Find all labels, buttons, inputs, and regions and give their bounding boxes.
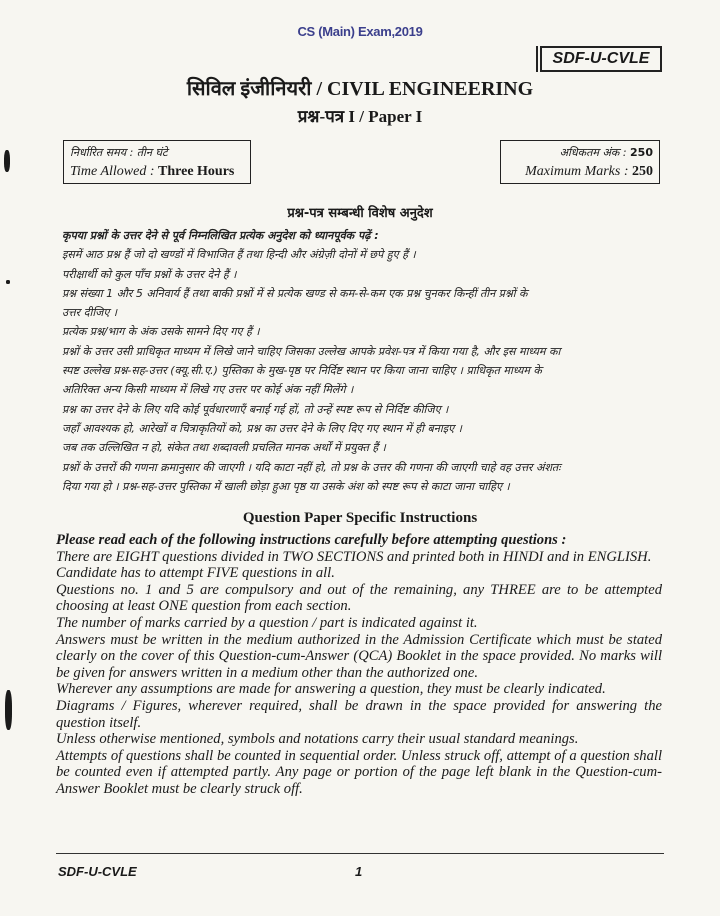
time-english-label: Time Allowed :: [70, 164, 159, 179]
hindi-line: प्रश्न संख्या 1 और 5 अनिवार्य हैं तथा बाकी प्रश्नों में से प्रत्येक खण्ड से कम-से-कम एक प्रश्न चुनकर किन्हीं तीन प्रश्नों के: [62, 286, 528, 300]
hindi-line: प्रश्नों के उत्तरों की गणना क्रमानुसार की जाएगी । यदि काटा नहीं हो, तो प्रश्न के उत्तर की गणना की जाएगी चाहे वह उत्तर अंशतः: [62, 460, 561, 474]
time-english-value: Three Hours: [158, 164, 235, 179]
footer-paper-code: SDF-U-CVLE: [58, 864, 137, 879]
hindi-line: जहाँ आवश्यक हो, आरेखों व चित्राकृतियों को, प्रश्न का उत्तर देने के लिए दिए गए स्थान में ही बनाइए ।: [62, 421, 462, 435]
english-instructions-heading: Question Paper Specific Instructions: [242, 510, 478, 526]
english-paragraph: Candidate has to attempt FIVE questions in all.: [56, 565, 335, 582]
hindi-line: अतिरिक्त अन्य किसी माध्यम में लिखे गए उत्तर पर कोई अंक नहीं मिलेंगे ।: [62, 383, 354, 397]
english-paragraph: Wherever any assumptions are made for answering a question, they must be clearly indicated.: [56, 681, 606, 698]
hindi-line: दिया गया हो । प्रश्न-सह-उत्तर पुस्तिका में खाली छोड़ा हुआ पृष्ठ या उसके अंश को स्पष्ट रूप से काटा जाना चाहिए ।: [62, 479, 510, 493]
english-paragraph: Answers must be written in the medium authorized in the Admission Certificate which must be stated clearly on the cover of this Question-cum-Answer (QCA) Booklet in the space provided. No marks will be given for answers written in a medium other than the authorized one.: [56, 631, 662, 681]
hindi-line: जब तक उल्लिखित न हो, संकेत तथा शब्दावली प्रचलित मानक अर्थों में प्रयुक्त हैं ।: [62, 441, 386, 455]
english-paragraph: Attempts of questions shall be counted in sequential order. Unless struck off, attempt of a question shall be counted even if attempted partly. Any page or portion of the page left blank in the Question-cum-Answer Booklet must be clearly struck off.: [56, 747, 662, 797]
page-title: सिविल इंजीनियरी / CIVIL ENGINEERING: [186, 78, 534, 100]
exam-tag: CS (Main) Exam,2019: [297, 24, 423, 39]
paper-code-box: SDF-U-CVLE: [540, 46, 662, 72]
english-paragraph: Unless otherwise mentioned, symbols and notations carry their usual standard meanings.: [56, 731, 579, 748]
english-paragraph: Questions no. 1 and 5 are compulsory and out of the remaining, any THREE are to be attempted choosing at least ONE question from each section.: [56, 581, 662, 615]
english-paragraph: Diagrams / Figures, wherever required, shall be drawn in the space provided for answering the question itself.: [56, 697, 662, 731]
english-lead: Please read each of the following instructions carefully before attempting questions :: [56, 532, 567, 548]
hindi-line: स्पष्ट उल्लेख प्रश्न-सह-उत्तर (क्यू.सी.ए.) पुस्तिका के मुख-पृष्ठ पर निर्दिष्ट स्थान पर किया जाना चाहिए । प्राधिकृत माध्यम के: [62, 364, 542, 378]
hindi-instructions-heading: प्रश्न-पत्र सम्बन्धी विशेष अनुदेश: [287, 206, 433, 221]
marks-hindi-value: 250: [630, 146, 653, 159]
english-instructions: [56, 532, 662, 798]
maximum-marks-box: [500, 140, 660, 184]
hindi-line: उत्तर दीजिए ।: [62, 306, 118, 320]
hindi-line: प्रत्येक प्रश्न/भाग के अंक उसके सामने दिए गए हैं ।: [62, 325, 260, 339]
marks-hindi: [507, 143, 653, 162]
english-paragraph: The number of marks carried by a question / part is indicated against it.: [56, 614, 478, 631]
paper-subtitle: प्रश्न-पत्र I / Paper I: [297, 107, 423, 126]
marks-english: [507, 162, 653, 181]
time-allowed-box: [63, 140, 251, 184]
english-paragraph: There are EIGHT questions divided in TWO SECTIONS and printed both in HINDI and in ENGLISH.: [56, 548, 652, 565]
hindi-line: कृपया प्रश्नों के उत्तर देने से पूर्व निम्नलिखित प्रत्येक अनुदेश को ध्यानपूर्वक पढ़ें :: [62, 229, 379, 242]
page-number: 1: [355, 864, 363, 879]
marks-hindi-label: अधिकतम अंक :: [559, 146, 631, 159]
footer-divider: [56, 853, 664, 854]
hindi-line: परीक्षार्थी को कुल पाँच प्रश्नों के उत्तर देने हैं ।: [62, 267, 237, 281]
hindi-line: प्रश्नों के उत्तर उसी प्राधिकृत माध्यम में लिखे जाने चाहिए जिसका उल्लेख आपके प्रवेश-पत्र में किया गया है, और इस माध्यम का: [62, 344, 561, 358]
time-english: [70, 162, 244, 181]
scan-mark: [5, 690, 12, 730]
hindi-line: इसमें आठ प्रश्न हैं जो दो खण्डों में विभाजित हैं तथा हिन्दी और अंग्रेज़ी दोनों में छपे हुए हैं ।: [62, 248, 416, 262]
time-hindi-label: निर्धारित समय : तीन घंटे: [70, 146, 168, 159]
scan-mark: [6, 280, 10, 284]
hindi-line: प्रश्न का उत्तर देने के लिए यदि कोई पूर्वधारणाएँ बनाई गई हों, तो उन्हें स्पष्ट रूप से निर्दिष्ट कीजिए ।: [62, 402, 449, 416]
marks-english-label: Maximum Marks :: [525, 164, 632, 179]
scan-mark: [4, 150, 10, 172]
marks-english-value: 250: [632, 164, 653, 179]
hindi-instructions: [62, 226, 662, 496]
